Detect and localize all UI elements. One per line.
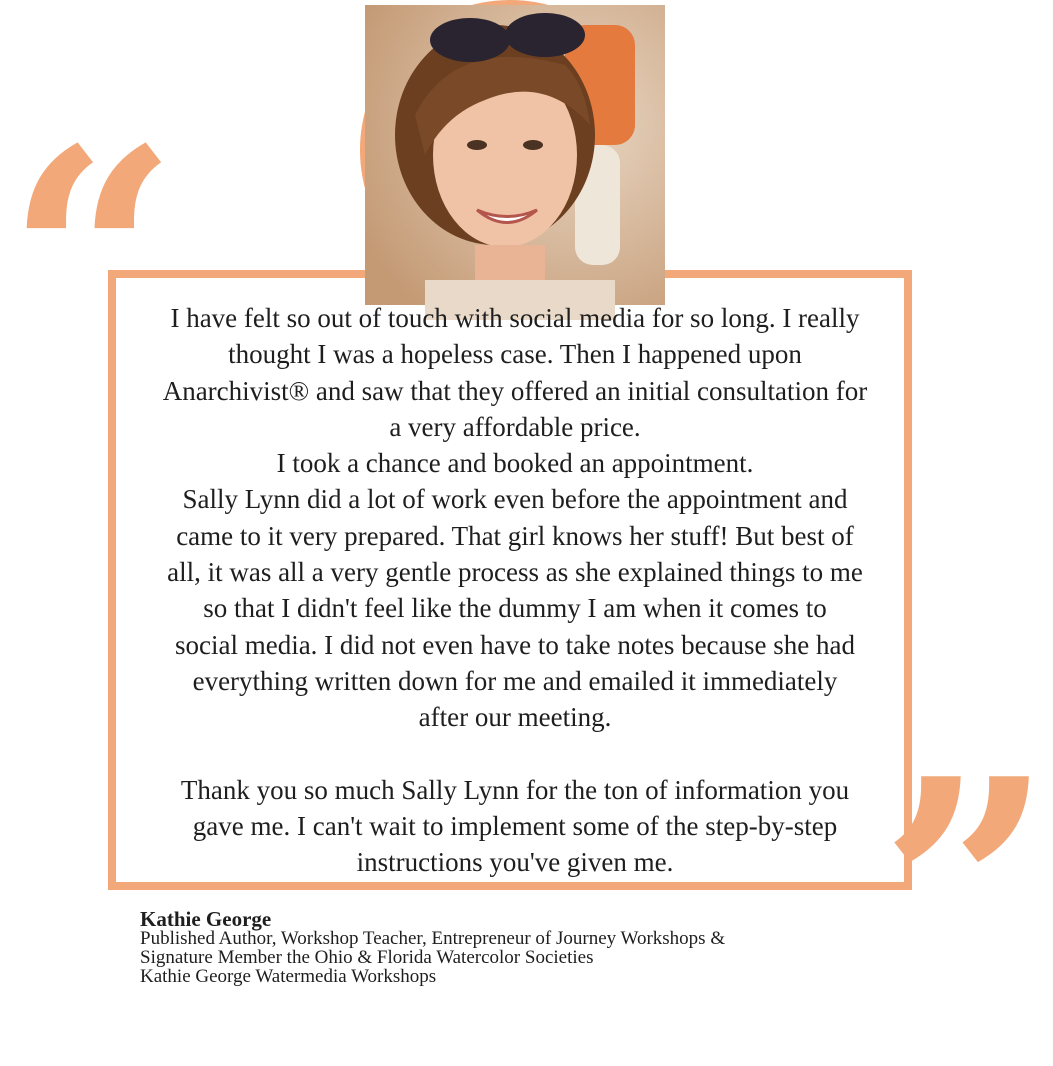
author-title-line-1: Published Author, Workshop Teacher, Entrepreneur of Journey Workshops &	[140, 928, 726, 949]
author-name: Kathie George	[140, 907, 272, 931]
avatar-photo	[365, 5, 665, 305]
author-company: Kathie George Watermedia Workshops	[140, 966, 437, 987]
close-quote-mark: ”	[880, 713, 1053, 1066]
open-quote-mark: “	[6, 83, 179, 436]
author-attribution	[140, 907, 900, 987]
author-title-line-2: Signature Member the Ohio & Florida Watercolor Societies	[140, 947, 594, 968]
testimonial-text: I have felt so out of touch with social media for so long. I really thought I was a hopeless case. Then I happened upon Anarchivist® and saw that they offered an initial consultation for a very affordable price. I took a chance and booked an appointment. Sally Lynn did a lot of work even before the appointment and came to it very prepared. That girl knows her stuff! But best of all, it was all a very gentle process as she explained things to me so that I didn't feel like the dummy I am when it comes to social media. I did not even have to take notes because she had everything written down for me and emailed it immediately after our meeting. Thank you so much Sally Lynn for the ton of information you gave me. I can't wait to implement some of the step-by-step instructions you've given me.	[162, 303, 868, 878]
avatar	[360, 0, 660, 300]
